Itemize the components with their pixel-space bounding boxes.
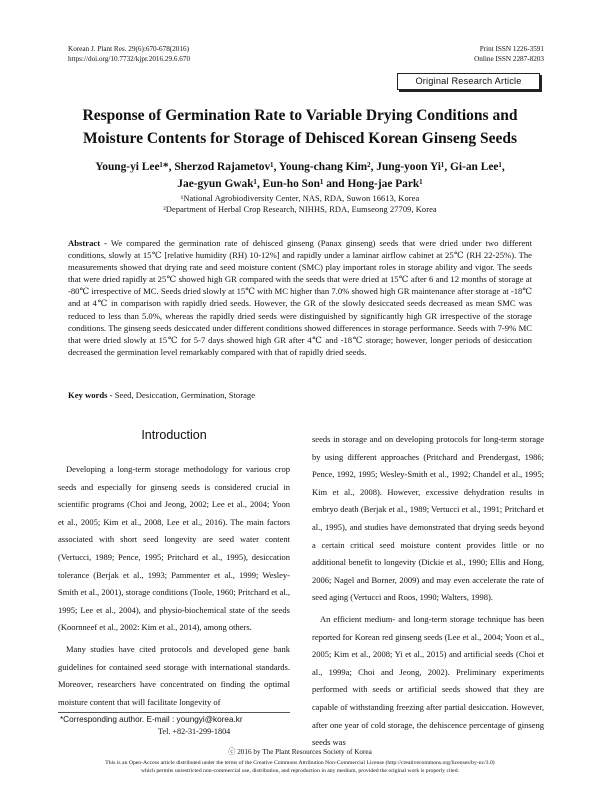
section-heading-introduction: Introduction — [141, 428, 207, 442]
abstract-text: We compared the germination rate of dehisced ginseng (Panax ginseng) seeds that were dried under two different conditions, slowly at 15℃ [relative humidity (RH) 10-12%] and rapidly under a laminar airflow cabinet at 25℃ (RH 22-25%). The measurements showed that drying rate and seed moisture content (SMC) play important roles in storage ability and vigor. The seeds that were dried rapidly at 25℃ showed high GR compared with the seeds that were dried at 15℃ after 6 and 12 months of storage at -80℃ irrespective of MC. Seeds dried slowly at 15℃ with MC higher than 7.0% showed high GR maintenance after storage at -18℃ and at 4℃ in comparison with rapidly dried seeds. However, the GR of the slowly desiccated seeds decreased as mean SMC was reduced to less than 5.0%, whereas the rapidly dried seeds were distinguished by significantly high GR irrespective of the storage conditions. The ginseng seeds desiccated under different conditions showed differences in storage performance. Seeds with 7-9% MC that were dried slowly at 15℃ for 5-7 days showed high GR after 4℃ and -18℃ storage; however, longer periods of desiccation decreased the germination level remarkably compared with that of rapidly dried seeds. — [68, 238, 533, 357]
copyright-notice: ⓒ 2016 by The Plant Resources Society of Korea — [228, 748, 372, 756]
keywords-label: Key words - — [68, 390, 113, 400]
corresponding-author — [60, 714, 290, 738]
right-column — [312, 431, 544, 752]
author-list — [40, 159, 560, 193]
journal-header — [68, 44, 190, 64]
abstract-label: Abstract - — [68, 238, 108, 248]
intro-paragraph-2: Many studies have cited protocols and developed gene bank guidelines for contained seed storage with international standards. Moreover, researchers have concentrated on finding the optimal moisture content that will facilitate longevity of — [58, 643, 290, 707]
affiliations — [40, 193, 560, 215]
keywords-text: Seed, Desiccation, Germination, Storage — [112, 390, 256, 400]
abstract — [68, 237, 532, 358]
title-line-2: Moisture Contents for Storage of Dehisced Korean Ginseng Seeds — [83, 130, 517, 147]
title-line-1: Response of Germination Rate to Variable Drying Conditions and — [82, 107, 518, 124]
corresponding-email: *Corresponding author. E-mail : youngyi@korea.kr — [60, 715, 243, 724]
print-issn: Print ISSN 1226-3591 — [479, 45, 544, 53]
journal-citation: Korean J. Plant Res. 29(6):670-678(2016) — [68, 45, 189, 53]
license-notice — [30, 760, 570, 775]
doi-link[interactable]: https://doi.org/10.7732/kjpr.2016.29.6.670 — [68, 55, 191, 63]
corresponding-tel: Tel. +82-31-299-1804 — [158, 727, 231, 736]
left-column — [58, 461, 290, 711]
affiliation-1: ¹National Agrobiodiversity Center, NAS, RDA, Suwon 16613, Korea — [180, 194, 420, 203]
authors-line-2: Jae-gyun Gwak¹, Eun-ho Son¹ and Hong-jae Park¹ — [177, 178, 423, 190]
license-line-1: This is an Open-Access article distributed under the terms of the Creative Commons Attribution Non-Commercial License (http://creativecommons.org/licenses/by-nc/3.0) — [105, 760, 495, 766]
footnote-divider — [58, 712, 290, 713]
affiliation-2: ²Department of Herbal Crop Research, NIHHS, RDA, Eumseong 27709, Korea — [163, 205, 437, 214]
authors-line-1: Young-yi Lee¹*, Sherzod Rajametov¹, Young-chang Kim², Jung-yoon Yi¹, Gi-an Lee¹, — [95, 161, 505, 173]
article-type-badge: Original Research Article — [397, 73, 540, 90]
paper-title — [40, 104, 560, 150]
intro-paragraph-3: seeds in storage and on developing protocols for long-term storage by using different approaches (Pritchard and Prendergast, 1986; Pence, 1992, 1995; Wesley-Smith et al., 1992; Chandel et al., 1995; Kim et al., 2008). However, excessive dehydration results in embryo death (Berjak et al., 1989; Vertucci et al., 1991; Pritchard et al., 1995), and studies have demonstrated that drying seeds beyond a certain critical seed moisture content provides little or no additional benefit to longevity (Dickie et al., 1990; Ellis and Hong, 2006; Nagel and Borner, 2009) and may even accelerate the rate of seed aging (Vertucci and Roos, 1990; Walters, 1998). — [312, 434, 544, 603]
issn-block — [474, 44, 544, 64]
online-issn: Online ISSN 2287-8203 — [474, 55, 544, 63]
license-line-2: which permits unrestricted non-commercial use, distribution, and reproduction in any medium, provided the original work is properly cited. — [141, 767, 459, 774]
intro-paragraph-1: Developing a long-term storage methodology for various crop seeds and especially for ginseng seeds is considered crucial in scientific programs (Choi and Jeong, 2002; Lee et al., 2004; Yoon et al., 2005; Kim et al., 2008, Lee et al., 2016). The main factors associated with short seed longevity are seed water content (Vertucci, 1989; Pence, 1995; Pritchard et al., 1995), desiccation tolerance (Berjak et al., 1993; Pammenter et al., 1999; Wesley-Smith et al., 2001), storage conditions (Toole, 1960; Pritchard et al., 1995; Lee et al., 2004), and physio-biochemical state of the seeds (Koornneef et al., 2002: Kim et al., 2014), among others. — [58, 464, 290, 633]
keywords — [68, 390, 532, 400]
intro-paragraph-4: An efficient medium- and long-term storage technique has been reported for Korean red ginseng seeds (Lee et al., 2004; Yoon et al., 2005; Kim et al., 2008; Yi et al., 2015) and artificial seeds (Choi et al., 1999a; Choi and Jeong, 2002). Preliminary experiments performed with seeds or artificial seeds showed that they are capable of withstanding freezing after partial desiccation. However, after one year of cold storage, the dehiscence percentage of ginseng seeds was — [312, 613, 544, 748]
